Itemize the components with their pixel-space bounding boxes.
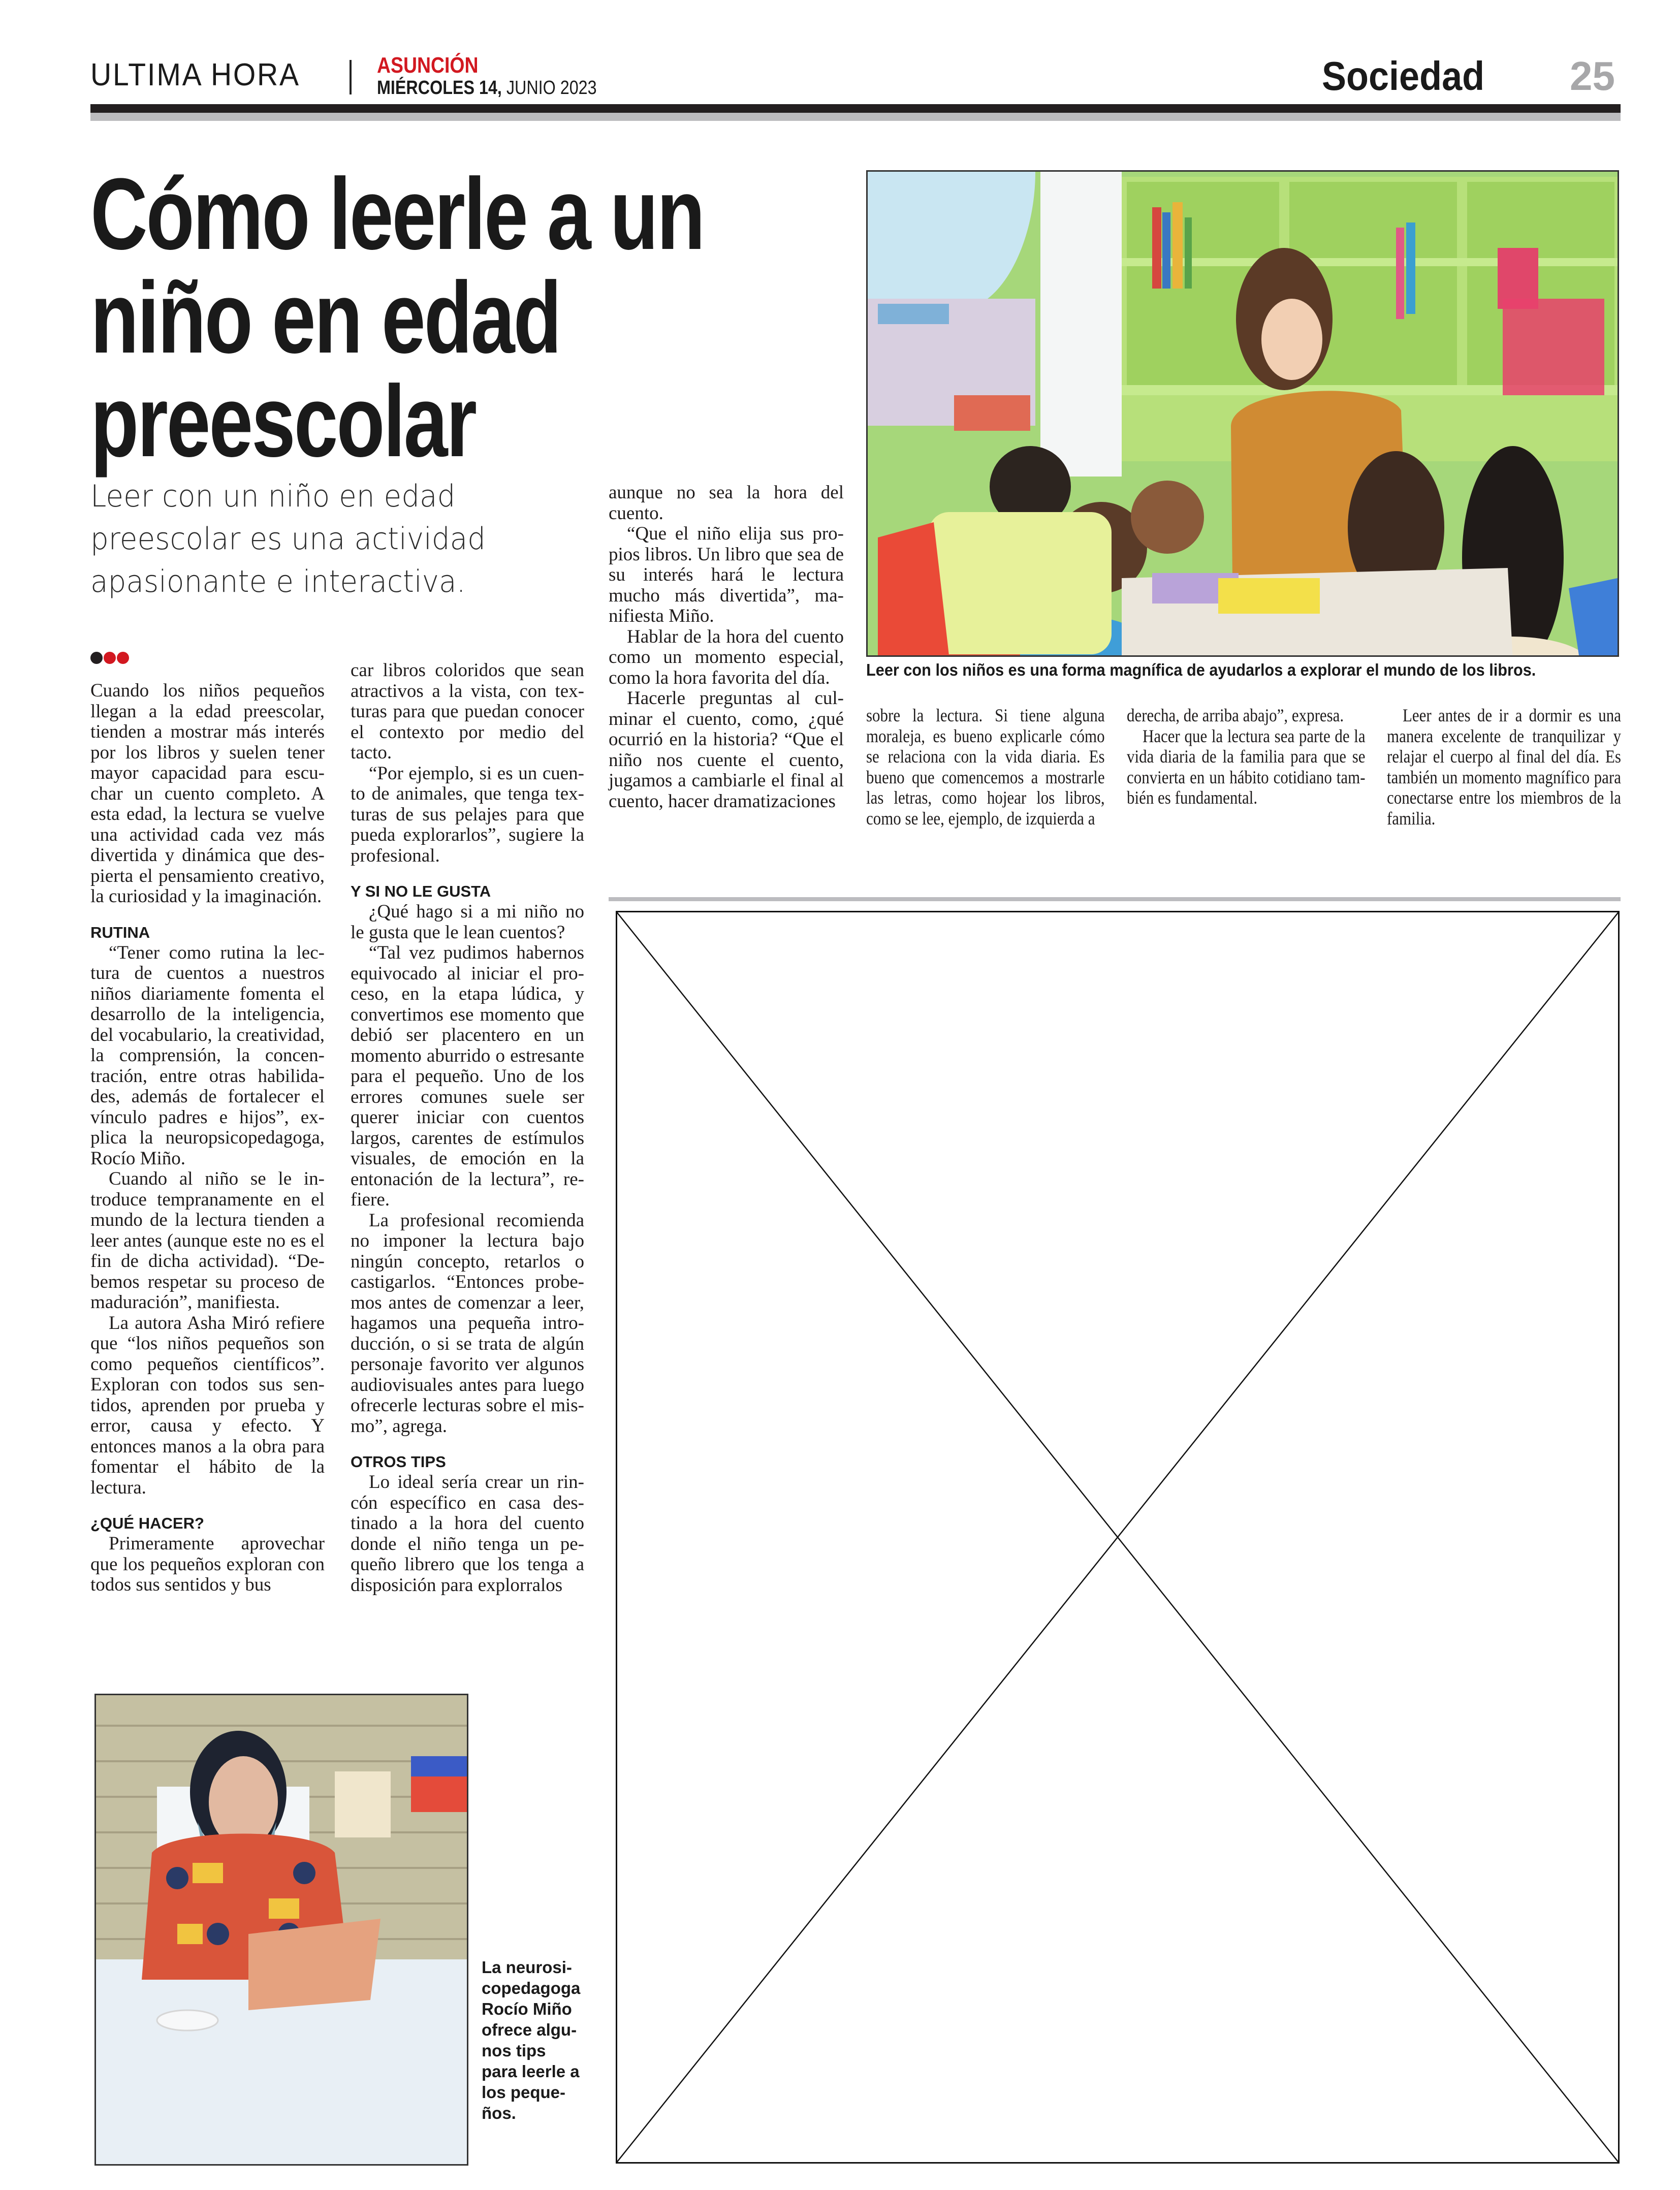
dot-red-icon <box>117 652 129 664</box>
image-placeholder-box <box>616 911 1620 2164</box>
deck-subtitle <box>90 475 530 603</box>
deck-line: apasionante e interactiva. <box>90 564 466 599</box>
subheading-otros-tips: OTROS TIPS <box>351 1453 446 1471</box>
placeholder-x-icon <box>616 911 1620 2164</box>
paragraph: car libros coloridos que sean atractivos a la vista, con texturas para que puedan conocer el contexto por medio del tacto. <box>351 660 584 763</box>
lower-column-1 <box>866 705 1105 829</box>
paragraph: La profesional recomienda no imponer la lectura bajo ningún concepto, retarlos o castigarlos. “Entonces probemos antes de comenzar a leer, hagamos una pequeña introducción, o si se trata de algún personaje favorito ver algunos audiovisuales antes para luego ofrecerle lecturas sobre el mismo”, agrega. <box>351 1210 584 1437</box>
paragraph: La autora Asha Miró refiere que “los niños pequeños son como pequeños científicos”. Exploran con todos sus sentidos, aprenden por prueba y error, causa y efecto. Y entonces manos a la obra para fomentar el hábito de la lectura. <box>90 1312 325 1498</box>
intro-paragraph: Cuando los niños pequeños llegan a la edad preescolar, tienden a mostrar más interés por los libros y suelen tener mayor capacidad para escuchar un cuento completo. A esta edad, la lectura se vuelve una actividad cada vez más divertida y dinámica que despierta el pensamiento creativo, la curiosidad y la imaginación. <box>90 680 325 907</box>
deck-line: preescolar es una actividad <box>90 521 486 557</box>
photo-caption-top: Leer con los niños es una forma magnífica de ayudarlos a explorar el mundo de los libros. <box>866 660 1536 679</box>
paragraph: ¿Qué hago si a mi niño no le gusta que le lean cuentos? <box>351 901 584 943</box>
paragraph: Lo ideal sería crear un rincón específico en casa destinado a la hora del cuento donde el niño tenga un pequeño librero que los tenga a disposición para explorralos <box>351 1472 584 1596</box>
subheading-no-gusta: Y SI NO LE GUSTA <box>351 882 491 900</box>
portrait-photo-illustration <box>96 1695 467 2164</box>
paragraph: Hacerle preguntas al culminar el cuento, como, ¿qué ocurrió en la historia? “Que el niño nos cuente el cuento, jugamos a cambiarle el final al cuento, hacer dramatizaciones <box>609 688 844 812</box>
headline-line: Cómo leerle a un <box>90 157 704 271</box>
paragraph: “Tal vez pudimos habernos equivocado al iniciar el proceso, en la etapa lúdica, y convertimos ese momento que debió ser placentero en un momento aburrido o estresante para el pequeño. Uno de los errores comunes suele ser querer iniciar con cuentos largos, carentes de estímulos visuales, de emoción en la entonación de la lectura”, refiere. <box>351 942 584 1210</box>
masthead: ULTIMA HORA <box>90 57 300 92</box>
paragraph: sobre la lectura. Si tiene alguna moraleja, es bueno explicarle cómo se relaciona con la vida diaria. Es bueno que comencemos a mostrarle las letras, como hojear los libros, como se lee, ejemplo, de izquierda a <box>866 705 1105 829</box>
header-date <box>377 77 597 99</box>
paragraph: Primeramente aprovechar que los pequeños exploran con todos sus sentidos y bus <box>90 1533 325 1595</box>
paragraph: “Por ejemplo, si es un cuento de animales, que tenga texturas de sus pelajes para que pueda explorarlos”, sugiere la profesional. <box>351 763 584 866</box>
subheading-que-hacer: ¿QUÉ HACER? <box>90 1514 204 1532</box>
deck-line: Leer con un niño en edad <box>90 479 456 514</box>
paragraph: aunque no sea la hora del cuento. <box>609 482 844 524</box>
paragraph: derecha, de arriba abajo”, expresa. <box>1127 705 1344 725</box>
photo-teacher-reading-children <box>866 170 1619 657</box>
page-number: 25 <box>1570 53 1615 99</box>
header-separator <box>350 60 352 94</box>
paragraph: Hablar de la hora del cuento como un momento especial, como la hora favorita del día. <box>609 626 844 688</box>
headline-line: preescolar <box>90 365 476 478</box>
header-date-weekday: MIÉRCOLES 14, <box>377 77 502 99</box>
paragraph: “Tener como rutina la lectura de cuentos a nuestros niños diariamente fomenta el desarrollo de la inteligencia, del vocabulario, la creatividad, la comprensión, la concentración, entre otras habilidades, además de fortalecer el vínculo padres e hijos”, explica la neuropsicopedagoga, Rocío Miño. <box>90 942 325 1169</box>
section-divider-rule <box>609 897 1621 901</box>
subheading-rutina: RUTINA <box>90 923 150 941</box>
paragraph: “Que el niño elija sus propios libros. Un libro que sea de su interés hará le lectura mucho más divertida”, manifiesta Miño. <box>609 523 844 626</box>
lower-column-2 <box>1127 705 1366 808</box>
classroom-photo-illustration <box>868 172 1618 655</box>
header-city: ASUNCIÓN <box>377 53 479 78</box>
photo-rocio-mino <box>94 1694 468 2166</box>
headline <box>90 157 764 478</box>
header-rule-gray <box>90 113 1621 121</box>
lower-column-3 <box>1387 705 1621 829</box>
dot-black-icon <box>90 652 103 664</box>
article-column-3 <box>609 483 844 812</box>
paragraph: Leer antes de ir a dormir es una manera excelente de tranquilizar y relajar el cuerpo al final del día. Es también un momento magnífico para conectarse entre los miembros de la familia. <box>1387 705 1621 829</box>
section-dots <box>90 652 129 664</box>
section-title: Sociedad <box>1322 53 1485 99</box>
article-column-1 <box>90 681 325 1596</box>
headline-line: niño en edad <box>90 261 560 374</box>
article-column-2 <box>351 660 584 1596</box>
header-date-month-year: JUNIO 2023 <box>501 77 597 99</box>
dot-red-icon <box>104 652 116 664</box>
paragraph: Cuando al niño se le introduce tempranamente en el mundo de la lectura tienden a leer antes (aunque este no es el fin de dicha actividad). “Debemos respetar su proceso de maduración”, manifiesta. <box>90 1168 325 1313</box>
photo-caption-bottom: La neurosicopedagoga Rocío Miño ofrece algunos tips para leerle a los pequeños. <box>482 1958 581 2122</box>
paragraph: Hacer que la lectura sea parte de la vida diaria de la familia para que se convierta en un hábito cotidiano también es fundamental. <box>1127 725 1366 808</box>
header-rule-black <box>90 104 1621 113</box>
